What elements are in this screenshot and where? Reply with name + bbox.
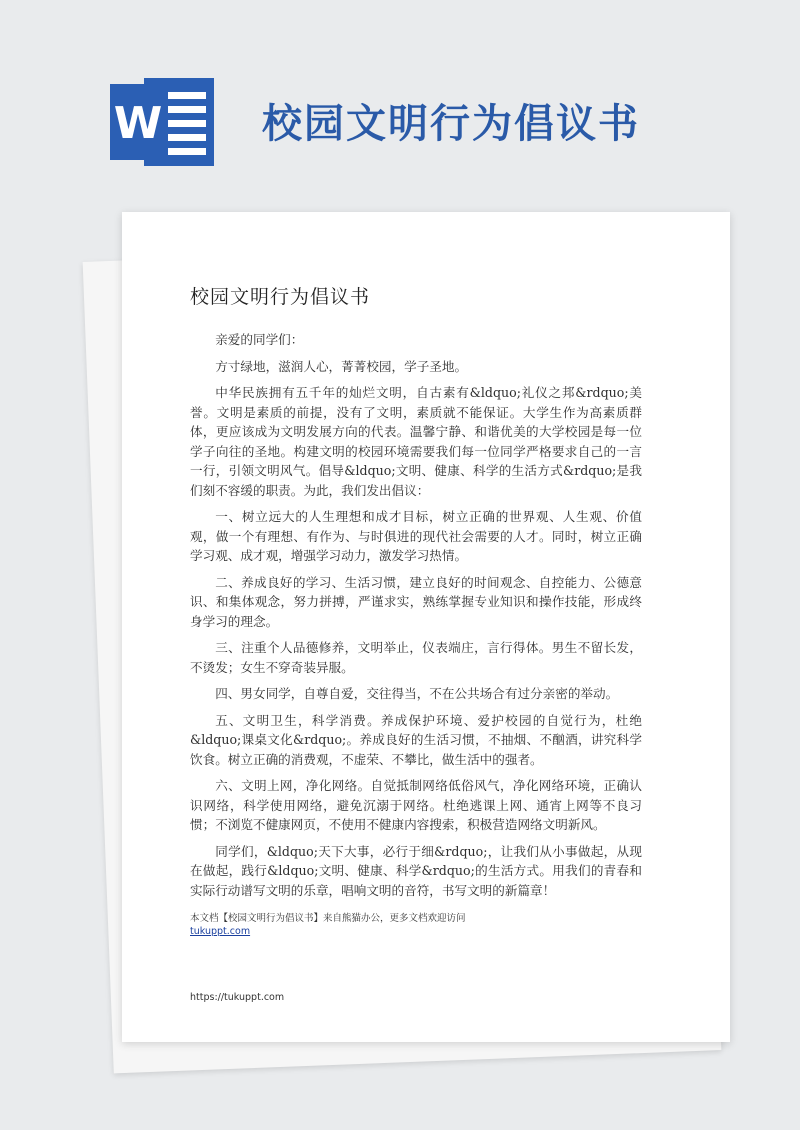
body-paragraph: 中华民族拥有五千年的灿烂文明，自古素有&ldquo;礼仪之邦&rdquo;美誉。文明是素质的前提，没有了文明，素质就不能保证。大学生作为高素质群体，更应该成为文明发展方向的代表。温馨宁静、和谐优美的大学校园是每一位学子向往的圣地。构建文明的校园环境需要我们每一位同学严格要求自己的一言一行，引领文明风气。倡导&ldquo;文明、健康、科学的生活方式&rdquo;是我们刻不容缓的职责。为此，我们发出倡议： xyxy=(190,385,642,498)
proposal-paragraph-6: 六、文明上网，净化网络。自觉抵制网络低俗风气，净化网络环境，正确认识网络，科学使用网络，避免沉溺于网络。杜绝逃课上网、通宵上网等不良习惯；不浏览不健康网页，不使用不健康内容搜索，积极营造网络文明新风。 xyxy=(190,778,642,832)
page-title: 校园文明行为倡议书 xyxy=(262,101,640,147)
document-title: 校园文明行为倡议书 xyxy=(190,286,371,308)
proposal-paragraph-2: 二、养成良好的学习、生活习惯，建立良好的时间观念、自控能力、公德意识、和集体观念，努力拼搏，严谨求实，熟练掌握专业知识和操作技能，形成终身学习的理念。 xyxy=(190,574,642,629)
footer-url[interactable]: https://tukuppt.com xyxy=(190,992,285,1003)
greeting-paragraph: 亲爱的同学们： xyxy=(215,332,304,347)
word-document-icon xyxy=(110,78,214,166)
closing-paragraph: 同学们，&ldquo;天下大事，必行于细&rdquo;，让我们从小事做起，从现在做起，践行&ldquo;文明、健康、科学&rdquo;的生活方式。用我们的青春和实际行动谱写文明的乐章，唱响文明的音符，书写文明的新篇章！ xyxy=(190,843,642,898)
document-page xyxy=(122,212,730,1042)
svg-text:W: W xyxy=(113,98,163,149)
source-footnote xyxy=(190,912,650,938)
footnote-link[interactable]: tukuppt.com xyxy=(190,926,251,937)
proposal-paragraph-1: 一、树立远大的人生理想和成才目标，树立正确的世界观、人生观、价值观，做一个有理想、有作为、与时俱进的现代社会需要的人才。同时，树立正确学习观、成才观，增强学习动力，激发学习热情。 xyxy=(190,509,642,563)
proposal-paragraph-3: 三、注重个人品德修养，文明举止，仪表端庄，言行得体。男生不留长发，不烫发；女生不穿奇装异服。 xyxy=(190,640,642,675)
header-banner xyxy=(0,0,800,200)
document-body xyxy=(190,330,642,907)
intro-paragraph: 方寸绿地，滋润人心，菁菁校园，学子圣地。 xyxy=(215,358,468,374)
proposal-paragraph-5: 五、文明卫生，科学消费。养成保护环境、爱护校园的自觉行为，杜绝&ldquo;课桌文化&rdquo;。养成良好的生活习惯，不抽烟、不酗酒，讲究科学饮食。树立正确的消费观，不虚荣、不攀比，做生活中的强者。 xyxy=(190,712,642,767)
footnote-text: 本文档【校园文明行为倡议书】来自熊猫办公，更多文档欢迎访问 xyxy=(190,913,466,924)
proposal-paragraph-4: 四、男女同学，自尊自爱，交往得当，不在公共场合有过分亲密的举动。 xyxy=(215,686,619,701)
